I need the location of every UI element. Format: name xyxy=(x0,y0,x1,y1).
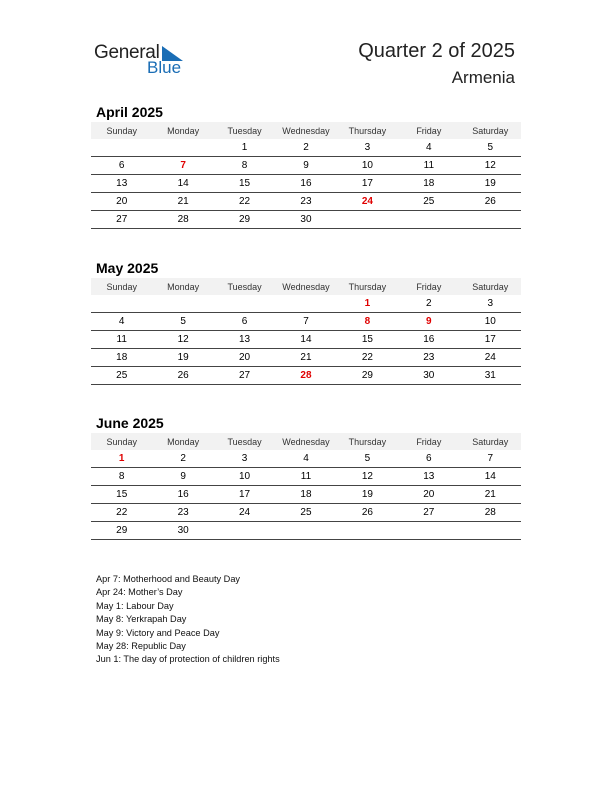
day-cell: 13 xyxy=(91,175,152,193)
day-cell: 22 xyxy=(214,193,275,211)
empty-day-cell xyxy=(460,522,521,540)
day-cell: 29 xyxy=(337,367,398,385)
day-cell: 22 xyxy=(91,504,152,522)
day-cell: 12 xyxy=(152,331,213,349)
weekday-header: Thursday xyxy=(337,433,398,450)
week-row xyxy=(91,295,521,313)
country-name: Armenia xyxy=(451,68,515,87)
page-title: Quarter 2 of 2025 xyxy=(358,40,515,62)
holiday-note: Jun 1: The day of protection of children rights xyxy=(96,654,280,665)
holiday-note: May 9: Victory and Peace Day xyxy=(96,627,220,638)
week-row xyxy=(91,211,521,229)
day-cell: 26 xyxy=(152,367,213,385)
day-cell: 12 xyxy=(337,468,398,486)
day-cell: 8 xyxy=(91,468,152,486)
day-cell: 21 xyxy=(152,193,213,211)
day-cell: 14 xyxy=(275,331,336,349)
empty-day-cell xyxy=(275,522,336,540)
day-cell: 29 xyxy=(214,211,275,229)
day-cell: 17 xyxy=(460,331,521,349)
day-cell: 30 xyxy=(275,211,336,229)
empty-day-cell xyxy=(275,295,336,313)
day-cell: 21 xyxy=(275,349,336,367)
weekday-header-row xyxy=(91,278,521,295)
day-cell: 2 xyxy=(152,450,213,468)
holiday-note: Apr 24: Mother’s Day xyxy=(96,587,183,598)
day-cell: 28 xyxy=(152,211,213,229)
weekday-header: Saturday xyxy=(460,122,521,139)
day-cell: 15 xyxy=(91,486,152,504)
empty-day-cell xyxy=(460,211,521,229)
day-cell: 7 xyxy=(275,313,336,331)
day-cell: 19 xyxy=(337,486,398,504)
calendar-table xyxy=(91,433,521,540)
weekday-header: Thursday xyxy=(337,122,398,139)
weekday-header: Wednesday xyxy=(275,122,336,139)
day-cell: 4 xyxy=(275,450,336,468)
day-cell: 8 xyxy=(337,313,398,331)
day-cell: 23 xyxy=(275,193,336,211)
week-row xyxy=(91,349,521,367)
day-cell: 12 xyxy=(460,157,521,175)
day-cell: 10 xyxy=(337,157,398,175)
day-cell: 9 xyxy=(152,468,213,486)
week-row xyxy=(91,468,521,486)
day-cell: 16 xyxy=(275,175,336,193)
weekday-header: Sunday xyxy=(91,433,152,450)
day-cell: 20 xyxy=(91,193,152,211)
day-cell: 30 xyxy=(152,522,213,540)
month-title: June 2025 xyxy=(96,415,164,431)
day-cell: 13 xyxy=(398,468,459,486)
weekday-header: Friday xyxy=(398,433,459,450)
calendar-table xyxy=(91,122,521,229)
day-cell: 6 xyxy=(214,313,275,331)
day-cell: 28 xyxy=(275,367,336,385)
day-cell: 16 xyxy=(398,331,459,349)
day-cell: 1 xyxy=(337,295,398,313)
weekday-header: Wednesday xyxy=(275,278,336,295)
weekday-header: Tuesday xyxy=(214,122,275,139)
day-cell: 23 xyxy=(152,504,213,522)
day-cell: 18 xyxy=(91,349,152,367)
day-cell: 27 xyxy=(398,504,459,522)
day-cell: 20 xyxy=(214,349,275,367)
empty-day-cell xyxy=(91,295,152,313)
week-row xyxy=(91,522,521,540)
day-cell: 27 xyxy=(214,367,275,385)
empty-day-cell xyxy=(152,295,213,313)
week-row xyxy=(91,193,521,211)
day-cell: 23 xyxy=(398,349,459,367)
empty-day-cell xyxy=(398,211,459,229)
day-cell: 9 xyxy=(398,313,459,331)
weekday-header: Tuesday xyxy=(214,278,275,295)
weekday-header: Wednesday xyxy=(275,433,336,450)
empty-day-cell xyxy=(337,211,398,229)
empty-day-cell xyxy=(214,522,275,540)
weekday-header: Friday xyxy=(398,278,459,295)
day-cell: 10 xyxy=(460,313,521,331)
day-cell: 4 xyxy=(398,139,459,157)
week-row xyxy=(91,367,521,385)
day-cell: 20 xyxy=(398,486,459,504)
week-row xyxy=(91,313,521,331)
holiday-note: Apr 7: Motherhood and Beauty Day xyxy=(96,574,241,584)
holiday-notes xyxy=(96,573,280,667)
day-cell: 9 xyxy=(275,157,336,175)
day-cell: 21 xyxy=(460,486,521,504)
day-cell: 25 xyxy=(275,504,336,522)
day-cell: 17 xyxy=(214,486,275,504)
logo-word-general: General xyxy=(94,42,160,63)
holiday-note: May 28: Republic Day xyxy=(96,641,186,652)
day-cell: 26 xyxy=(337,504,398,522)
day-cell: 25 xyxy=(398,193,459,211)
day-cell: 4 xyxy=(91,313,152,331)
day-cell: 15 xyxy=(214,175,275,193)
empty-day-cell xyxy=(91,139,152,157)
day-cell: 19 xyxy=(460,175,521,193)
day-cell: 6 xyxy=(91,157,152,175)
month-april xyxy=(91,102,521,229)
day-cell: 29 xyxy=(91,522,152,540)
day-cell: 27 xyxy=(91,211,152,229)
weekday-header: Friday xyxy=(398,122,459,139)
week-row xyxy=(91,486,521,504)
weekday-header: Monday xyxy=(152,278,213,295)
day-cell: 1 xyxy=(214,139,275,157)
week-row xyxy=(91,504,521,522)
day-cell: 25 xyxy=(91,367,152,385)
day-cell: 2 xyxy=(275,139,336,157)
month-june xyxy=(91,413,521,540)
day-cell: 14 xyxy=(152,175,213,193)
logo-word-blue: Blue xyxy=(147,58,182,77)
empty-day-cell xyxy=(398,522,459,540)
day-cell: 14 xyxy=(460,468,521,486)
week-row xyxy=(91,450,521,468)
day-cell: 3 xyxy=(460,295,521,313)
day-cell: 8 xyxy=(214,157,275,175)
day-cell: 2 xyxy=(398,295,459,313)
holiday-note: May 8: Yerkrapah Day xyxy=(96,614,187,625)
weekday-header-row xyxy=(91,433,521,450)
generalblue-logo xyxy=(94,42,189,78)
weekday-header: Saturday xyxy=(460,433,521,450)
day-cell: 30 xyxy=(398,367,459,385)
weekday-header: Thursday xyxy=(337,278,398,295)
day-cell: 1 xyxy=(91,450,152,468)
day-cell: 5 xyxy=(152,313,213,331)
day-cell: 24 xyxy=(337,193,398,211)
day-cell: 13 xyxy=(214,331,275,349)
weekday-header: Sunday xyxy=(91,278,152,295)
month-title: May 2025 xyxy=(96,260,159,276)
weekday-header-row xyxy=(91,122,521,139)
week-row xyxy=(91,139,521,157)
calendar-table xyxy=(91,278,521,385)
day-cell: 3 xyxy=(337,139,398,157)
day-cell: 6 xyxy=(398,450,459,468)
weekday-header: Saturday xyxy=(460,278,521,295)
week-row xyxy=(91,175,521,193)
empty-day-cell xyxy=(214,295,275,313)
day-cell: 10 xyxy=(214,468,275,486)
day-cell: 11 xyxy=(275,468,336,486)
week-row xyxy=(91,157,521,175)
day-cell: 28 xyxy=(460,504,521,522)
day-cell: 24 xyxy=(460,349,521,367)
weekday-header: Sunday xyxy=(91,122,152,139)
day-cell: 18 xyxy=(398,175,459,193)
month-title: April 2025 xyxy=(96,104,163,120)
day-cell: 19 xyxy=(152,349,213,367)
day-cell: 24 xyxy=(214,504,275,522)
day-cell: 5 xyxy=(460,139,521,157)
day-cell: 5 xyxy=(337,450,398,468)
day-cell: 15 xyxy=(337,331,398,349)
day-cell: 26 xyxy=(460,193,521,211)
day-cell: 18 xyxy=(275,486,336,504)
empty-day-cell xyxy=(152,139,213,157)
day-cell: 11 xyxy=(91,331,152,349)
day-cell: 3 xyxy=(214,450,275,468)
month-may xyxy=(91,258,521,385)
day-cell: 16 xyxy=(152,486,213,504)
day-cell: 7 xyxy=(460,450,521,468)
day-cell: 17 xyxy=(337,175,398,193)
weekday-header: Monday xyxy=(152,122,213,139)
week-row xyxy=(91,331,521,349)
day-cell: 22 xyxy=(337,349,398,367)
day-cell: 7 xyxy=(152,157,213,175)
weekday-header: Monday xyxy=(152,433,213,450)
holiday-note: May 1: Labour Day xyxy=(96,600,174,611)
day-cell: 11 xyxy=(398,157,459,175)
weekday-header: Tuesday xyxy=(214,433,275,450)
empty-day-cell xyxy=(337,522,398,540)
day-cell: 31 xyxy=(460,367,521,385)
